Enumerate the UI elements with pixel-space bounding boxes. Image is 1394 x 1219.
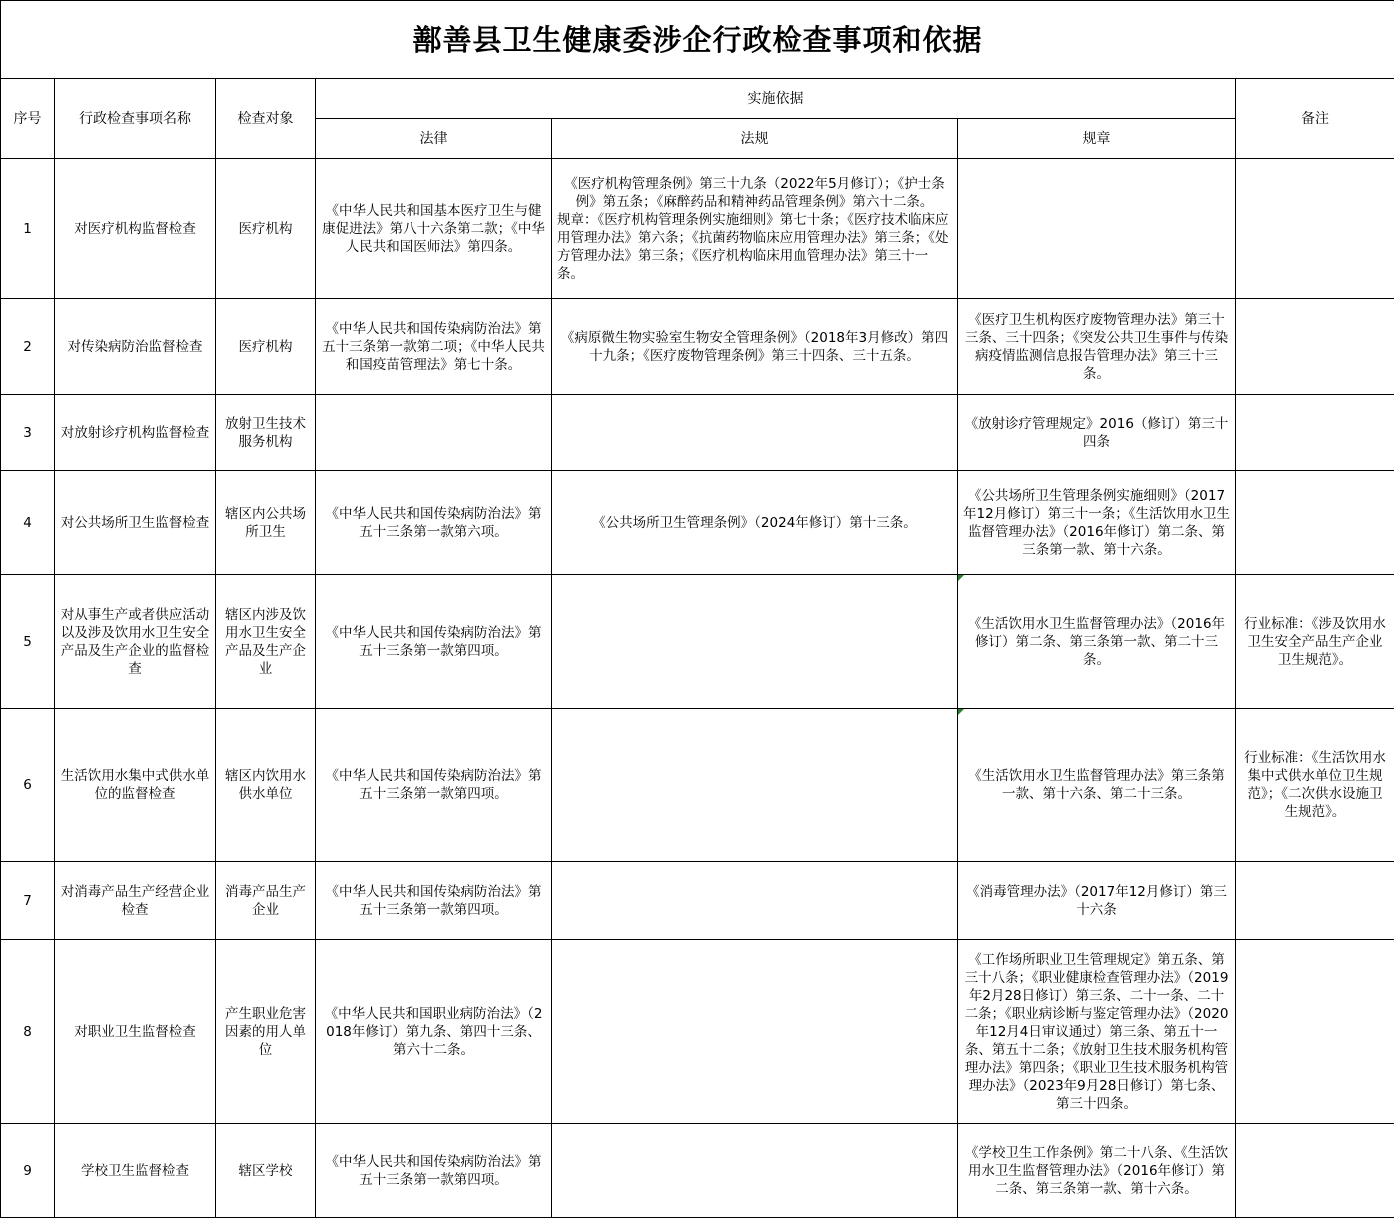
row-law: 《中华人民共和国传染病防治法》第五十三条第一款第四项。 (316, 862, 552, 940)
row-target: 辖区内公共场所卫生 (216, 471, 316, 575)
row-item-name: 对消毒产品生产经营企业检查 (55, 862, 216, 940)
regulation-extra-text: 规章：《医疗机构管理条例实施细则》第七十条；《医疗技术临床应用管理办法》第六条；《抗菌药物临床应用管理办法》第三条；《处方管理办法》第三条；《医疗机构临床用血管理办法》第三十一条。 (557, 211, 949, 282)
table-row (1, 862, 1394, 940)
row-seq: 2 (1, 299, 55, 395)
row-rule: 《生活饮用水卫生监督管理办法》（2016年修订）第二条、第三条第一款、第二十三条。 (958, 575, 1236, 709)
row-law: 《中华人民共和国传染病防治法》第五十三条第一款第四项。 (316, 1124, 552, 1218)
row-remark (1236, 1124, 1394, 1218)
row-seq: 8 (1, 940, 55, 1124)
row-rule: 《学校卫生工作条例》第二十八条、《生活饮用水卫生监督管理办法》（2016年修订）第二条、第三条第一款、第十六条。 (958, 1124, 1236, 1218)
row-regulation (552, 709, 958, 862)
row-target: 辖区学校 (216, 1124, 316, 1218)
row-law: 《中华人民共和国传染病防治法》第五十三条第一款第二项；《中华人民共和国疫苗管理法》第七十条。 (316, 299, 552, 395)
header-rule: 规章 (958, 119, 1236, 159)
row-rule: 《医疗卫生机构医疗废物管理办法》第三十三条、三十四条；《突发公共卫生事件与传染病疫情监测信息报告管理办法》第三十三条。 (958, 299, 1236, 395)
row-regulation: 《公共场所卫生管理条例》（2024年修订）第十三条。 (552, 471, 958, 575)
row-item-name: 学校卫生监督检查 (55, 1124, 216, 1218)
row-law: 《中华人民共和国职业病防治法》（2018年修订）第九条、第四十三条、第六十二条。 (316, 940, 552, 1124)
row-item-name: 对放射诊疗机构监督检查 (55, 395, 216, 471)
header-item-name: 行政检查事项名称 (55, 79, 216, 159)
row-target: 医疗机构 (216, 159, 316, 299)
row-seq: 3 (1, 395, 55, 471)
row-law: 《中华人民共和国基本医疗卫生与健康促进法》第八十六条第二款；《中华人民共和国医师法》第四条。 (316, 159, 552, 299)
row-regulation (552, 940, 958, 1124)
table-row (1, 575, 1394, 709)
row-rule: 《工作场所职业卫生管理规定》第五条、第三十八条；《职业健康检查管理办法》（2019年2月28日修订）第三条、二十一条、二十二条；《职业病诊断与鉴定管理办法》（2020年12月4日审议通过）第三条、第五十一条、第五十二条；《放射卫生技术服务机构管理办法》第四条；《职业卫生技术服务机构管理办法》（2023年9月28日修订）第七条、第三十四条。 (958, 940, 1236, 1124)
document-title: 鄯善县卫生健康委涉企行政检查事项和依据 (1, 1, 1394, 79)
row-seq: 7 (1, 862, 55, 940)
row-regulation (552, 395, 958, 471)
row-seq: 4 (1, 471, 55, 575)
row-rule: 《公共场所卫生管理条例实施细则》（2017年12月修订）第三十一条；《生活饮用水卫生监督管理办法》（2016年修订）第二条、第三条第一款、第十六条。 (958, 471, 1236, 575)
header-seq: 序号 (1, 79, 55, 159)
row-remark (1236, 940, 1394, 1124)
header-basis: 实施依据 (316, 79, 1236, 119)
table-row (1, 299, 1394, 395)
row-regulation (552, 575, 958, 709)
row-remark (1236, 159, 1394, 299)
header-regulation: 法规 (552, 119, 958, 159)
row-remark (1236, 862, 1394, 940)
row-regulation (552, 1124, 958, 1218)
row-regulation (552, 862, 958, 940)
table-row (1, 471, 1394, 575)
row-item-name: 对职业卫生监督检查 (55, 940, 216, 1124)
row-item-name: 对医疗机构监督检查 (55, 159, 216, 299)
row-regulation (552, 159, 958, 299)
row-item-name: 对公共场所卫生监督检查 (55, 471, 216, 575)
table-row (1, 159, 1394, 299)
row-remark: 行业标准：《生活饮用水集中式供水单位卫生规范》；《二次供水设施卫生规范》。 (1236, 709, 1394, 862)
row-seq: 5 (1, 575, 55, 709)
row-law: 《中华人民共和国传染病防治法》第五十三条第一款第六项。 (316, 471, 552, 575)
row-remark (1236, 395, 1394, 471)
row-target: 辖区内涉及饮用水卫生安全产品及生产企业 (216, 575, 316, 709)
table-row (1, 709, 1394, 862)
row-law: 《中华人民共和国传染病防治法》第五十三条第一款第四项。 (316, 709, 552, 862)
row-target: 辖区内饮用水供水单位 (216, 709, 316, 862)
table-row (1, 395, 1394, 471)
row-remark (1236, 471, 1394, 575)
row-remark (1236, 299, 1394, 395)
row-law: 《中华人民共和国传染病防治法》第五十三条第一款第四项。 (316, 575, 552, 709)
regulation-text: 《医疗机构管理条例》第三十九条（2022年5月修订）；《护士条例》第五条；《麻醉药品和精神药品管理条例》第六十二条。 (564, 175, 945, 210)
row-seq: 6 (1, 709, 55, 862)
row-target: 产生职业危害因素的用人单位 (216, 940, 316, 1124)
row-item-name: 对传染病防治监督检查 (55, 299, 216, 395)
row-target: 放射卫生技术服务机构 (216, 395, 316, 471)
row-target: 医疗机构 (216, 299, 316, 395)
row-item-name: 生活饮用水集中式供水单位的监督检查 (55, 709, 216, 862)
row-rule: 《生活饮用水卫生监督管理办法》第三条第一款、第十六条、第二十三条。 (958, 709, 1236, 862)
row-law (316, 395, 552, 471)
header-remark: 备注 (1236, 79, 1394, 159)
table-row (1, 940, 1394, 1124)
row-seq: 9 (1, 1124, 55, 1218)
row-target: 消毒产品生产企业 (216, 862, 316, 940)
row-rule: 《放射诊疗管理规定》2016（修订）第三十四条 (958, 395, 1236, 471)
row-remark: 行业标准：《涉及饮用水卫生安全产品生产企业卫生规范》。 (1236, 575, 1394, 709)
row-rule: 《消毒管理办法》（2017年12月修订）第三十六条 (958, 862, 1236, 940)
table-row (1, 1124, 1394, 1218)
row-rule (958, 159, 1236, 299)
row-regulation: 《病原微生物实验室生物安全管理条例》（2018年3月修改）第四十九条；《医疗废物管理条例》第三十四条、三十五条。 (552, 299, 958, 395)
row-seq: 1 (1, 159, 55, 299)
row-item-name: 对从事生产或者供应活动以及涉及饮用水卫生安全产品及生产企业的监督检查 (55, 575, 216, 709)
header-law: 法律 (316, 119, 552, 159)
header-target: 检查对象 (216, 79, 316, 159)
